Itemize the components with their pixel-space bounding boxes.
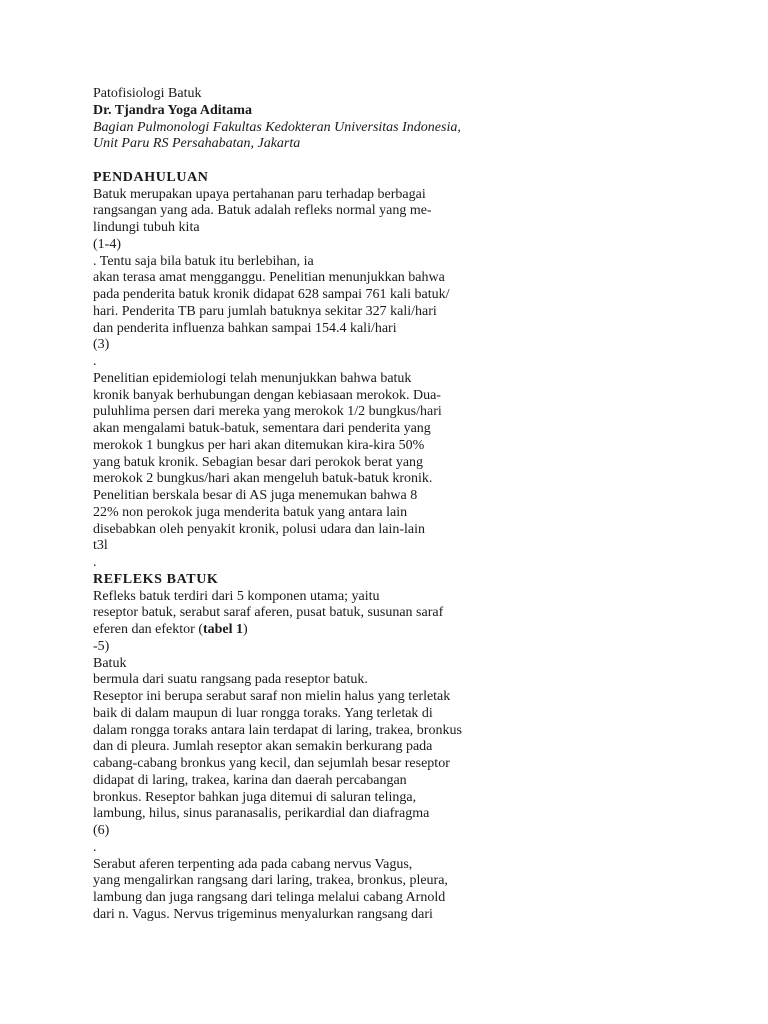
paragraph-line: lambung, hilus, sinus paranasalis, perikardial dan diafragma — [93, 806, 430, 822]
paragraph-line: bronkus. Reseptor bahkan juga ditemui di saluran telinga, — [93, 789, 417, 805]
paragraph-line: cabang-cabang bronkus yang kecil, dan sejumlah besar reseptor — [93, 756, 450, 771]
paragraph-line: Penelitian epidemiologi telah menunjukkan bahwa batuk — [93, 370, 412, 386]
text-fragment: ) — [243, 622, 248, 637]
paragraph-line: dan penderita influenza bahkan sampai 154.4 kali/hari — [93, 320, 397, 336]
table-reference: tabel 1 — [202, 622, 244, 637]
affiliation-line: Bagian Pulmonologi Fakultas Kedokteran Universitas Indonesia, — [93, 119, 461, 135]
paragraph-line: rangsangan yang ada. Batuk adalah refleks normal yang me- — [93, 203, 432, 219]
paragraph-line: Batuk — [93, 655, 127, 671]
paragraph-line: hari. Penderita TB paru jumlah batuknya sekitar 327 kali/hari — [93, 303, 437, 319]
paragraph-line: puluhlima persen dari mereka yang merokok 1/2 bungkus/hari — [93, 404, 442, 420]
paragraph-line: bermula dari suatu rangsang pada reseptor batuk. — [93, 672, 368, 688]
document-author: Dr. Tjandra Yoga Aditama — [93, 102, 252, 118]
paragraph-line: Batuk merupakan upaya pertahanan paru terhadap berbagai — [93, 186, 426, 202]
text-fragment: eferen dan efektor ( — [93, 622, 203, 637]
paragraph-line: dalam rongga toraks antara lain terdapat di laring, trakea, bronkus — [93, 722, 462, 738]
section-body-pendahuluan — [93, 187, 523, 572]
paragraph-line: Penelitian berskala besar di AS juga menemukan bahwa 8 — [93, 488, 418, 503]
paragraph-line: didapat di laring, trakea, karina dan daerah percabangan — [93, 772, 407, 788]
paragraph-line: . Tentu saja bila batuk itu berlebihan, ia — [93, 253, 314, 269]
spacer — [93, 153, 523, 170]
paragraph-line: akan terasa amat mengganggu. Penelitian menunjukkan bahwa — [93, 270, 445, 286]
document-title: Patofisiologi Batuk — [93, 86, 202, 101]
affiliation-line: Unit Paru RS Persahabatan, Jakarta — [93, 136, 301, 152]
paragraph-line: t3l — [93, 538, 108, 554]
paragraph-line: akan mengalami batuk-batuk, sementara dari penderita yang — [93, 421, 431, 436]
paragraph-line: yang batuk kronik. Sebagian besar dari perokok berat yang — [93, 454, 424, 470]
paragraph-line: Serabut aferen terpenting ada pada cabang nervus Vagus, — [93, 856, 413, 872]
paragraph-line: (3) — [93, 337, 110, 353]
paragraph-line: merokok 1 bungkus per hari akan ditemukan kira-kira 50% — [93, 437, 425, 453]
paragraph-line: -5) — [93, 638, 110, 654]
paragraph-line: kronik banyak berhubungan dengan kebiasaan merokok. Dua- — [93, 387, 441, 403]
section-heading-refleks-batuk: REFLEKS BATUK — [93, 571, 219, 587]
paragraph-line: merokok 2 bungkus/hari akan mengeluh batuk-batuk kronik. — [93, 471, 433, 487]
section-heading-pendahuluan: PENDAHULUAN — [93, 169, 209, 185]
paragraph-line — [93, 622, 523, 639]
paragraph-line: . — [93, 839, 97, 855]
paragraph-line: yang mengalirkan rangsang dari laring, trakea, bronkus, pleura, — [93, 873, 448, 889]
section-body-refleks-batuk — [93, 639, 523, 924]
paragraph-line: (1-4) — [93, 236, 121, 252]
paragraph-line: (6) — [93, 823, 110, 838]
paragraph-line: . — [93, 555, 97, 570]
paragraph-line: lambung dan juga rangsang dari telinga melalui cabang Arnold — [93, 890, 446, 905]
paragraph-line: dari n. Vagus. Nervus trigeminus menyalurkan rangsang dari — [93, 906, 433, 922]
paragraph-line: lindungi tubuh kita — [93, 220, 200, 235]
paragraph-line: Reseptor ini berupa serabut saraf non mielin halus yang terletak — [93, 689, 451, 704]
paragraph-line: reseptor batuk, serabut saraf aferen, pusat batuk, susunan saraf — [93, 605, 444, 621]
paragraph-line: 22% non perokok juga menderita batuk yang antara lain — [93, 504, 408, 520]
paragraph-line: dan di pleura. Jumlah reseptor akan semakin berkurang pada — [93, 739, 433, 755]
document-page — [93, 86, 523, 924]
paragraph-line: disebabkan oleh penyakit kronik, polusi udara dan lain-lain — [93, 521, 426, 537]
paragraph-line: pada penderita batuk kronik didapat 628 sampai 761 kali batuk/ — [93, 287, 450, 302]
paragraph-line: Refleks batuk terdiri dari 5 komponen utama; yaitu — [93, 588, 380, 604]
paragraph-line: . — [93, 354, 97, 369]
paragraph-line: baik di dalam maupun di luar rongga toraks. Yang terletak di — [93, 705, 433, 721]
